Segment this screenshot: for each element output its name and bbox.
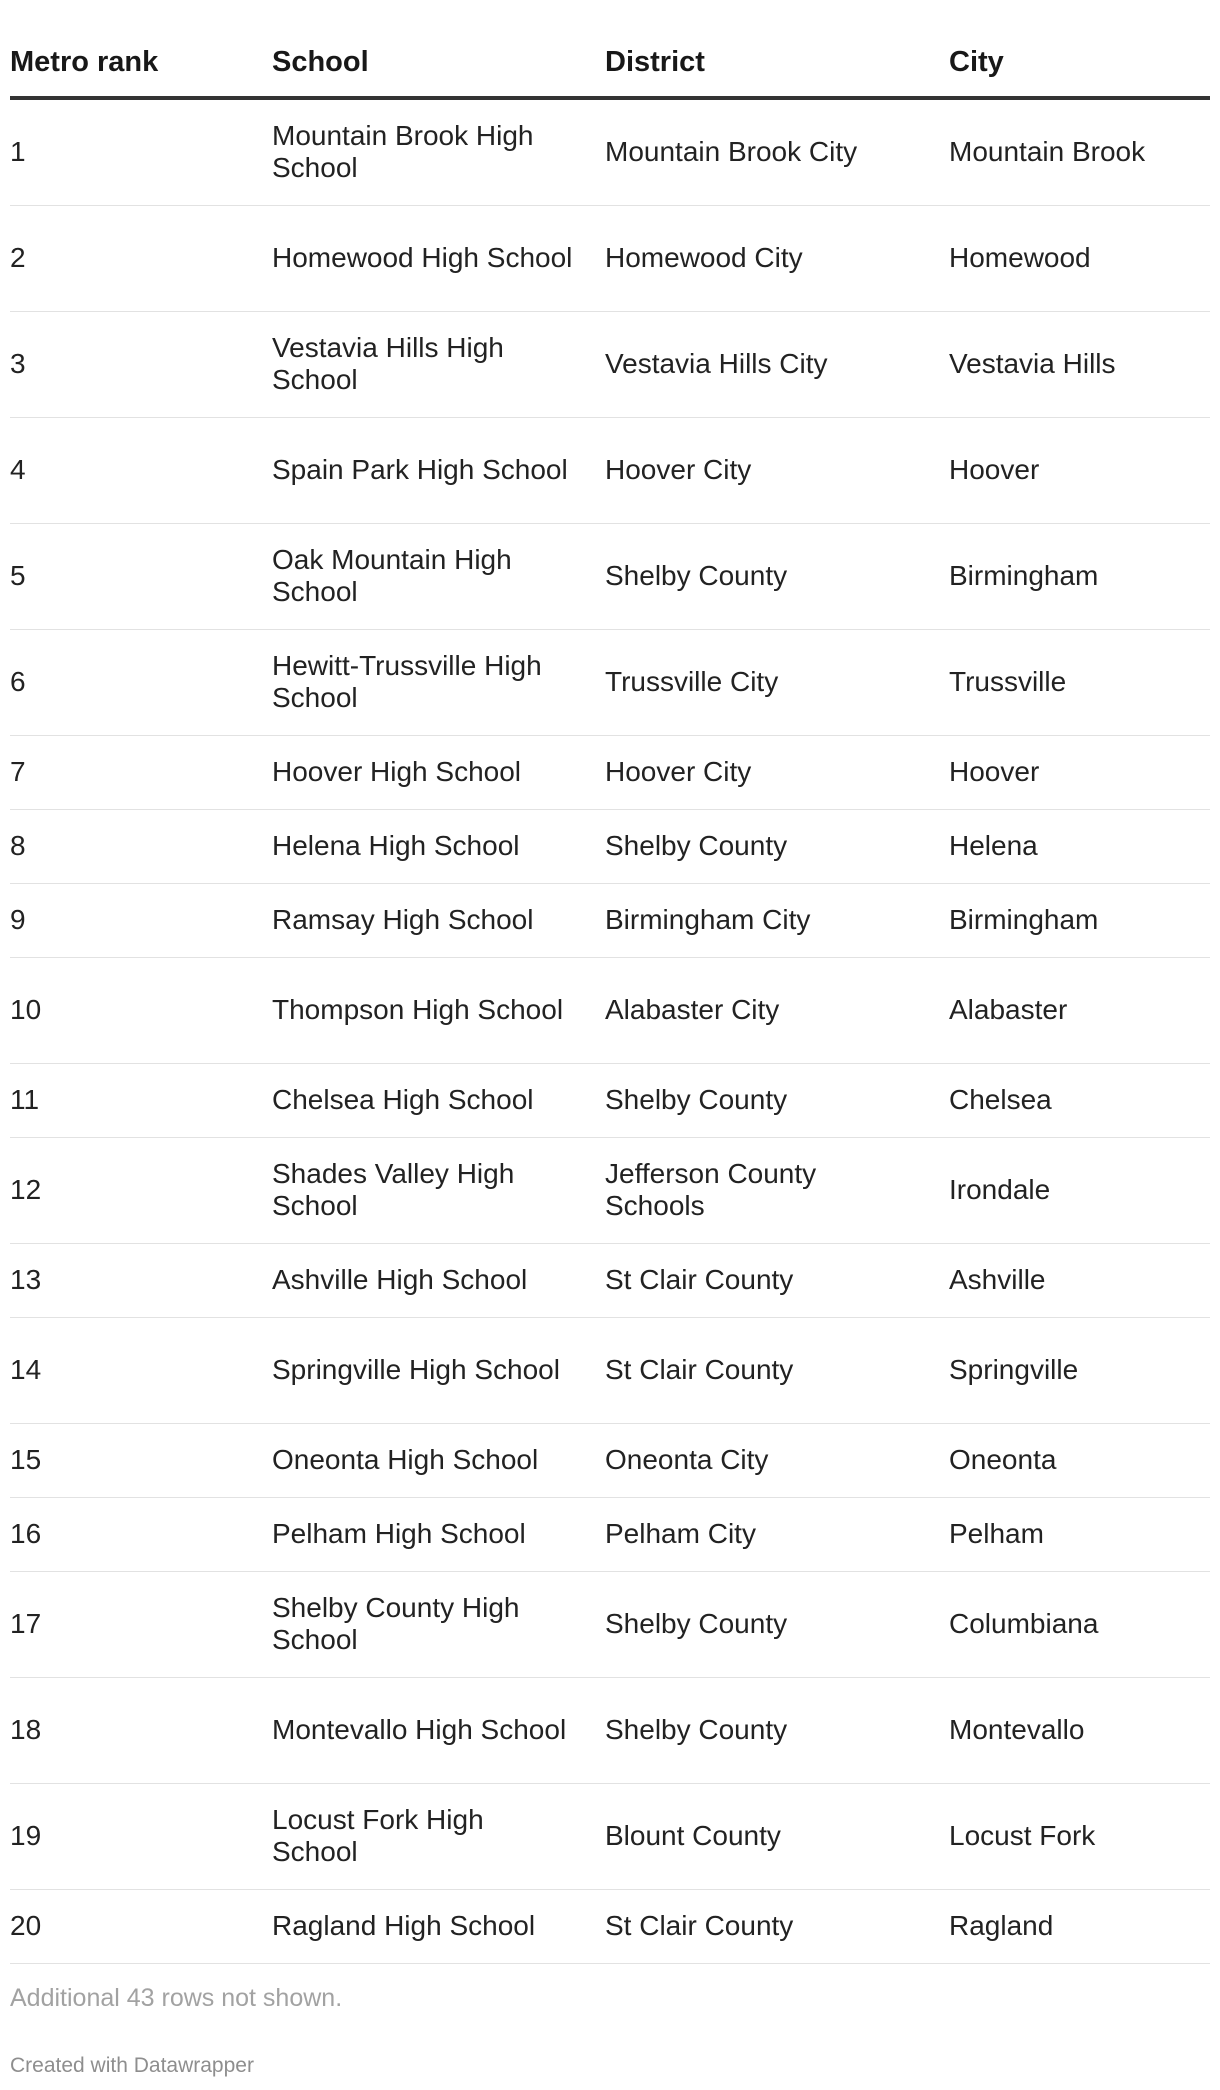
school-cell [272, 205, 605, 311]
rank-cell-text: 17 [10, 1608, 42, 1639]
school-cell-text: Hoover High School [272, 756, 522, 787]
rank-cell-text: 7 [10, 756, 26, 787]
district-cell-text: Mountain Brook City [605, 136, 858, 168]
city-cell-text: Chelsea [949, 1084, 1052, 1115]
table-row [10, 809, 1210, 883]
table-row [10, 311, 1210, 417]
rank-cell [10, 1889, 272, 1963]
city-cell-text: Homewood [949, 242, 1091, 273]
rank-cell [10, 883, 272, 957]
district-cell-text: St Clair County [605, 1354, 794, 1385]
school-cell-text: Locust Fork High School [272, 1804, 484, 1867]
district-cell [605, 957, 949, 1063]
rank-cell [10, 1497, 272, 1571]
city-cell-text: Hoover [949, 756, 1040, 787]
district-cell-text: Blount County [605, 1820, 781, 1851]
table-row [10, 1317, 1210, 1423]
district-cell [605, 417, 949, 523]
city-cell [949, 1571, 1210, 1677]
city-cell [949, 205, 1210, 311]
school-cell [272, 1497, 605, 1571]
city-cell [949, 957, 1210, 1063]
district-cell [605, 523, 949, 629]
district-cell-text: Trussville City [605, 666, 779, 697]
school-cell-text: Oneonta High School [272, 1444, 539, 1475]
school-cell [272, 1677, 605, 1783]
district-cell-text: Jefferson County Schools [605, 1158, 817, 1221]
school-cell [272, 957, 605, 1063]
rankings-table-container [10, 0, 1210, 1964]
rank-cell-text: 8 [10, 830, 26, 861]
rank-cell [10, 417, 272, 523]
datawrapper-credit: Created with Datawrapper [10, 2054, 254, 2077]
district-cell-text: Homewood City [605, 242, 803, 273]
rank-cell [10, 1677, 272, 1783]
city-cell-text: Ashville [949, 1264, 1046, 1295]
city-cell-text: Hoover [949, 454, 1040, 485]
city-cell [949, 417, 1210, 523]
city-cell [949, 1137, 1210, 1243]
school-cell [272, 735, 605, 809]
school-cell [272, 311, 605, 417]
city-cell [949, 883, 1210, 957]
district-cell [605, 1677, 949, 1783]
table-row [10, 1423, 1210, 1497]
rank-cell-text: 3 [10, 348, 26, 379]
district-cell [605, 1571, 949, 1677]
district-cell [605, 1497, 949, 1571]
district-cell [605, 1423, 949, 1497]
rank-cell [10, 1783, 272, 1889]
school-cell [272, 523, 605, 629]
school-cell [272, 629, 605, 735]
table-row [10, 1783, 1210, 1889]
district-cell-text: Alabaster City [605, 994, 780, 1025]
district-cell [605, 735, 949, 809]
city-cell-text: Irondale [949, 1174, 1051, 1205]
school-cell-text: Mountain Brook High School [272, 120, 534, 184]
rank-cell [10, 735, 272, 809]
district-cell-text: Shelby County [605, 1084, 788, 1115]
table-row [10, 1571, 1210, 1677]
school-cell-text: Vestavia Hills High School [272, 332, 504, 395]
city-cell-text: Birmingham [949, 904, 1099, 935]
city-cell [949, 1317, 1210, 1423]
rank-cell-text: 18 [10, 1714, 42, 1745]
table-row [10, 1243, 1210, 1317]
district-cell-text: Shelby County [605, 1714, 788, 1745]
school-cell-text: Pelham High School [272, 1518, 526, 1549]
school-cell-text: Shelby County High School [272, 1592, 520, 1655]
school-cell [272, 883, 605, 957]
rank-cell [10, 1137, 272, 1243]
rank-cell [10, 1317, 272, 1423]
school-cell [272, 1783, 605, 1889]
school-cell-text: Hewitt-Trussville High School [272, 650, 542, 713]
district-cell [605, 98, 949, 205]
city-cell-text: Alabaster [949, 994, 1068, 1025]
district-cell [605, 1783, 949, 1889]
rankings-table [10, 0, 1210, 1964]
city-cell [949, 1677, 1210, 1783]
district-cell-text: Hoover City [605, 756, 752, 787]
table-row [10, 1137, 1210, 1243]
table-row [10, 205, 1210, 311]
school-cell-text: Ramsay High School [272, 904, 534, 935]
district-cell-text: Oneonta City [605, 1444, 769, 1475]
district-cell-text: Shelby County [605, 1608, 788, 1639]
school-cell [272, 417, 605, 523]
rank-cell [10, 1063, 272, 1137]
school-cell-text: Helena High School [272, 830, 520, 861]
table-row [10, 629, 1210, 735]
city-cell-text: Ragland [949, 1910, 1054, 1941]
city-cell [949, 1889, 1210, 1963]
city-cell-text: Helena [949, 830, 1038, 861]
table-row [10, 523, 1210, 629]
rank-cell [10, 1423, 272, 1497]
city-cell-text: Columbiana [949, 1608, 1099, 1639]
city-cell [949, 1497, 1210, 1571]
table-row [10, 1889, 1210, 1963]
school-cell-text: Oak Mountain High School [272, 544, 512, 607]
city-cell-text: Birmingham [949, 560, 1099, 591]
district-cell [605, 1317, 949, 1423]
city-cell [949, 98, 1210, 205]
city-cell [949, 311, 1210, 417]
district-cell [605, 1137, 949, 1243]
school-cell-text: Springville High School [272, 1354, 560, 1385]
city-cell [949, 735, 1210, 809]
school-cell [272, 1571, 605, 1677]
rank-cell [10, 957, 272, 1063]
rank-cell [10, 1571, 272, 1677]
rows-not-shown-note: Additional 43 rows not shown. [10, 1984, 343, 2012]
city-cell-text: Springville [949, 1354, 1079, 1385]
city-cell-text: Vestavia Hills [949, 348, 1116, 379]
district-cell [605, 809, 949, 883]
rank-cell-text: 10 [10, 994, 42, 1025]
district-cell [605, 883, 949, 957]
school-cell [272, 1137, 605, 1243]
school-cell-text: Thompson High School [272, 994, 564, 1025]
district-cell-text: Shelby County [605, 560, 788, 591]
school-cell [272, 1243, 605, 1317]
rank-cell-text: 15 [10, 1444, 42, 1475]
district-cell [605, 629, 949, 735]
school-cell-text: Montevallo High School [272, 1714, 567, 1745]
table-row [10, 417, 1210, 523]
district-cell-text: Vestavia Hills City [605, 348, 828, 379]
city-cell-text: Pelham [949, 1518, 1044, 1549]
rank-cell-text: 19 [10, 1820, 42, 1851]
table-row [10, 883, 1210, 957]
district-cell-text: St Clair County [605, 1264, 794, 1295]
school-cell [272, 1423, 605, 1497]
district-cell [605, 1063, 949, 1137]
rank-cell [10, 311, 272, 417]
rank-cell [10, 205, 272, 311]
rank-cell-text: 9 [10, 904, 26, 935]
district-cell [605, 311, 949, 417]
school-cell [272, 1889, 605, 1963]
city-cell-text: Trussville [949, 666, 1067, 697]
rank-cell-text: 2 [10, 242, 26, 273]
table-row [10, 735, 1210, 809]
school-cell [272, 98, 605, 205]
rank-cell-text: 13 [10, 1264, 42, 1295]
city-cell [949, 1243, 1210, 1317]
rank-cell [10, 629, 272, 735]
rank-cell-text: 1 [10, 136, 26, 168]
district-cell-text: Shelby County [605, 830, 788, 861]
rank-cell [10, 98, 272, 205]
city-cell-text: Oneonta [949, 1444, 1057, 1475]
rank-cell-text: 6 [10, 666, 26, 697]
city-cell [949, 1063, 1210, 1137]
table-row [10, 1497, 1210, 1571]
school-cell-text: Ragland High School [272, 1910, 536, 1941]
column-header-district[interactable]: District [605, 0, 949, 98]
district-cell-text: Birmingham City [605, 904, 811, 935]
rank-cell-text: 20 [10, 1910, 42, 1941]
rank-cell-text: 5 [10, 560, 26, 591]
rank-cell [10, 809, 272, 883]
school-cell [272, 1317, 605, 1423]
school-cell-text: Chelsea High School [272, 1084, 534, 1115]
district-cell-text: St Clair County [605, 1910, 794, 1941]
rank-cell-text: 16 [10, 1518, 42, 1549]
school-cell [272, 809, 605, 883]
school-cell-text: Ashville High School [272, 1264, 528, 1295]
city-cell [949, 809, 1210, 883]
city-cell [949, 523, 1210, 629]
column-header-school[interactable]: School [272, 0, 605, 98]
table-row [10, 1677, 1210, 1783]
rank-cell [10, 1243, 272, 1317]
school-cell [272, 1063, 605, 1137]
city-cell-text: Mountain Brook [949, 136, 1146, 168]
rank-cell-text: 12 [10, 1174, 42, 1205]
city-cell [949, 629, 1210, 735]
city-cell-text: Montevallo [949, 1714, 1085, 1745]
school-cell-text: Spain Park High School [272, 454, 568, 485]
school-cell-text: Shades Valley High School [272, 1158, 515, 1221]
table-row [10, 1063, 1210, 1137]
rank-cell [10, 523, 272, 629]
district-cell [605, 1243, 949, 1317]
city-cell-text: Locust Fork [949, 1820, 1096, 1851]
district-cell [605, 205, 949, 311]
table-row [10, 98, 1210, 205]
rank-cell-text: 14 [10, 1354, 42, 1385]
column-header-city[interactable]: City [949, 0, 1210, 98]
district-cell-text: Hoover City [605, 454, 752, 485]
city-cell [949, 1783, 1210, 1889]
column-header-metro-rank[interactable]: Metro rank [10, 0, 272, 98]
table-row [10, 957, 1210, 1063]
rank-cell-text: 4 [10, 454, 26, 485]
table-body [10, 98, 1210, 1963]
school-cell-text: Homewood High School [272, 242, 573, 273]
district-cell-text: Pelham City [605, 1518, 756, 1549]
rank-cell-text: 11 [10, 1084, 40, 1115]
table-header-row [10, 0, 1210, 98]
city-cell [949, 1423, 1210, 1497]
district-cell [605, 1889, 949, 1963]
